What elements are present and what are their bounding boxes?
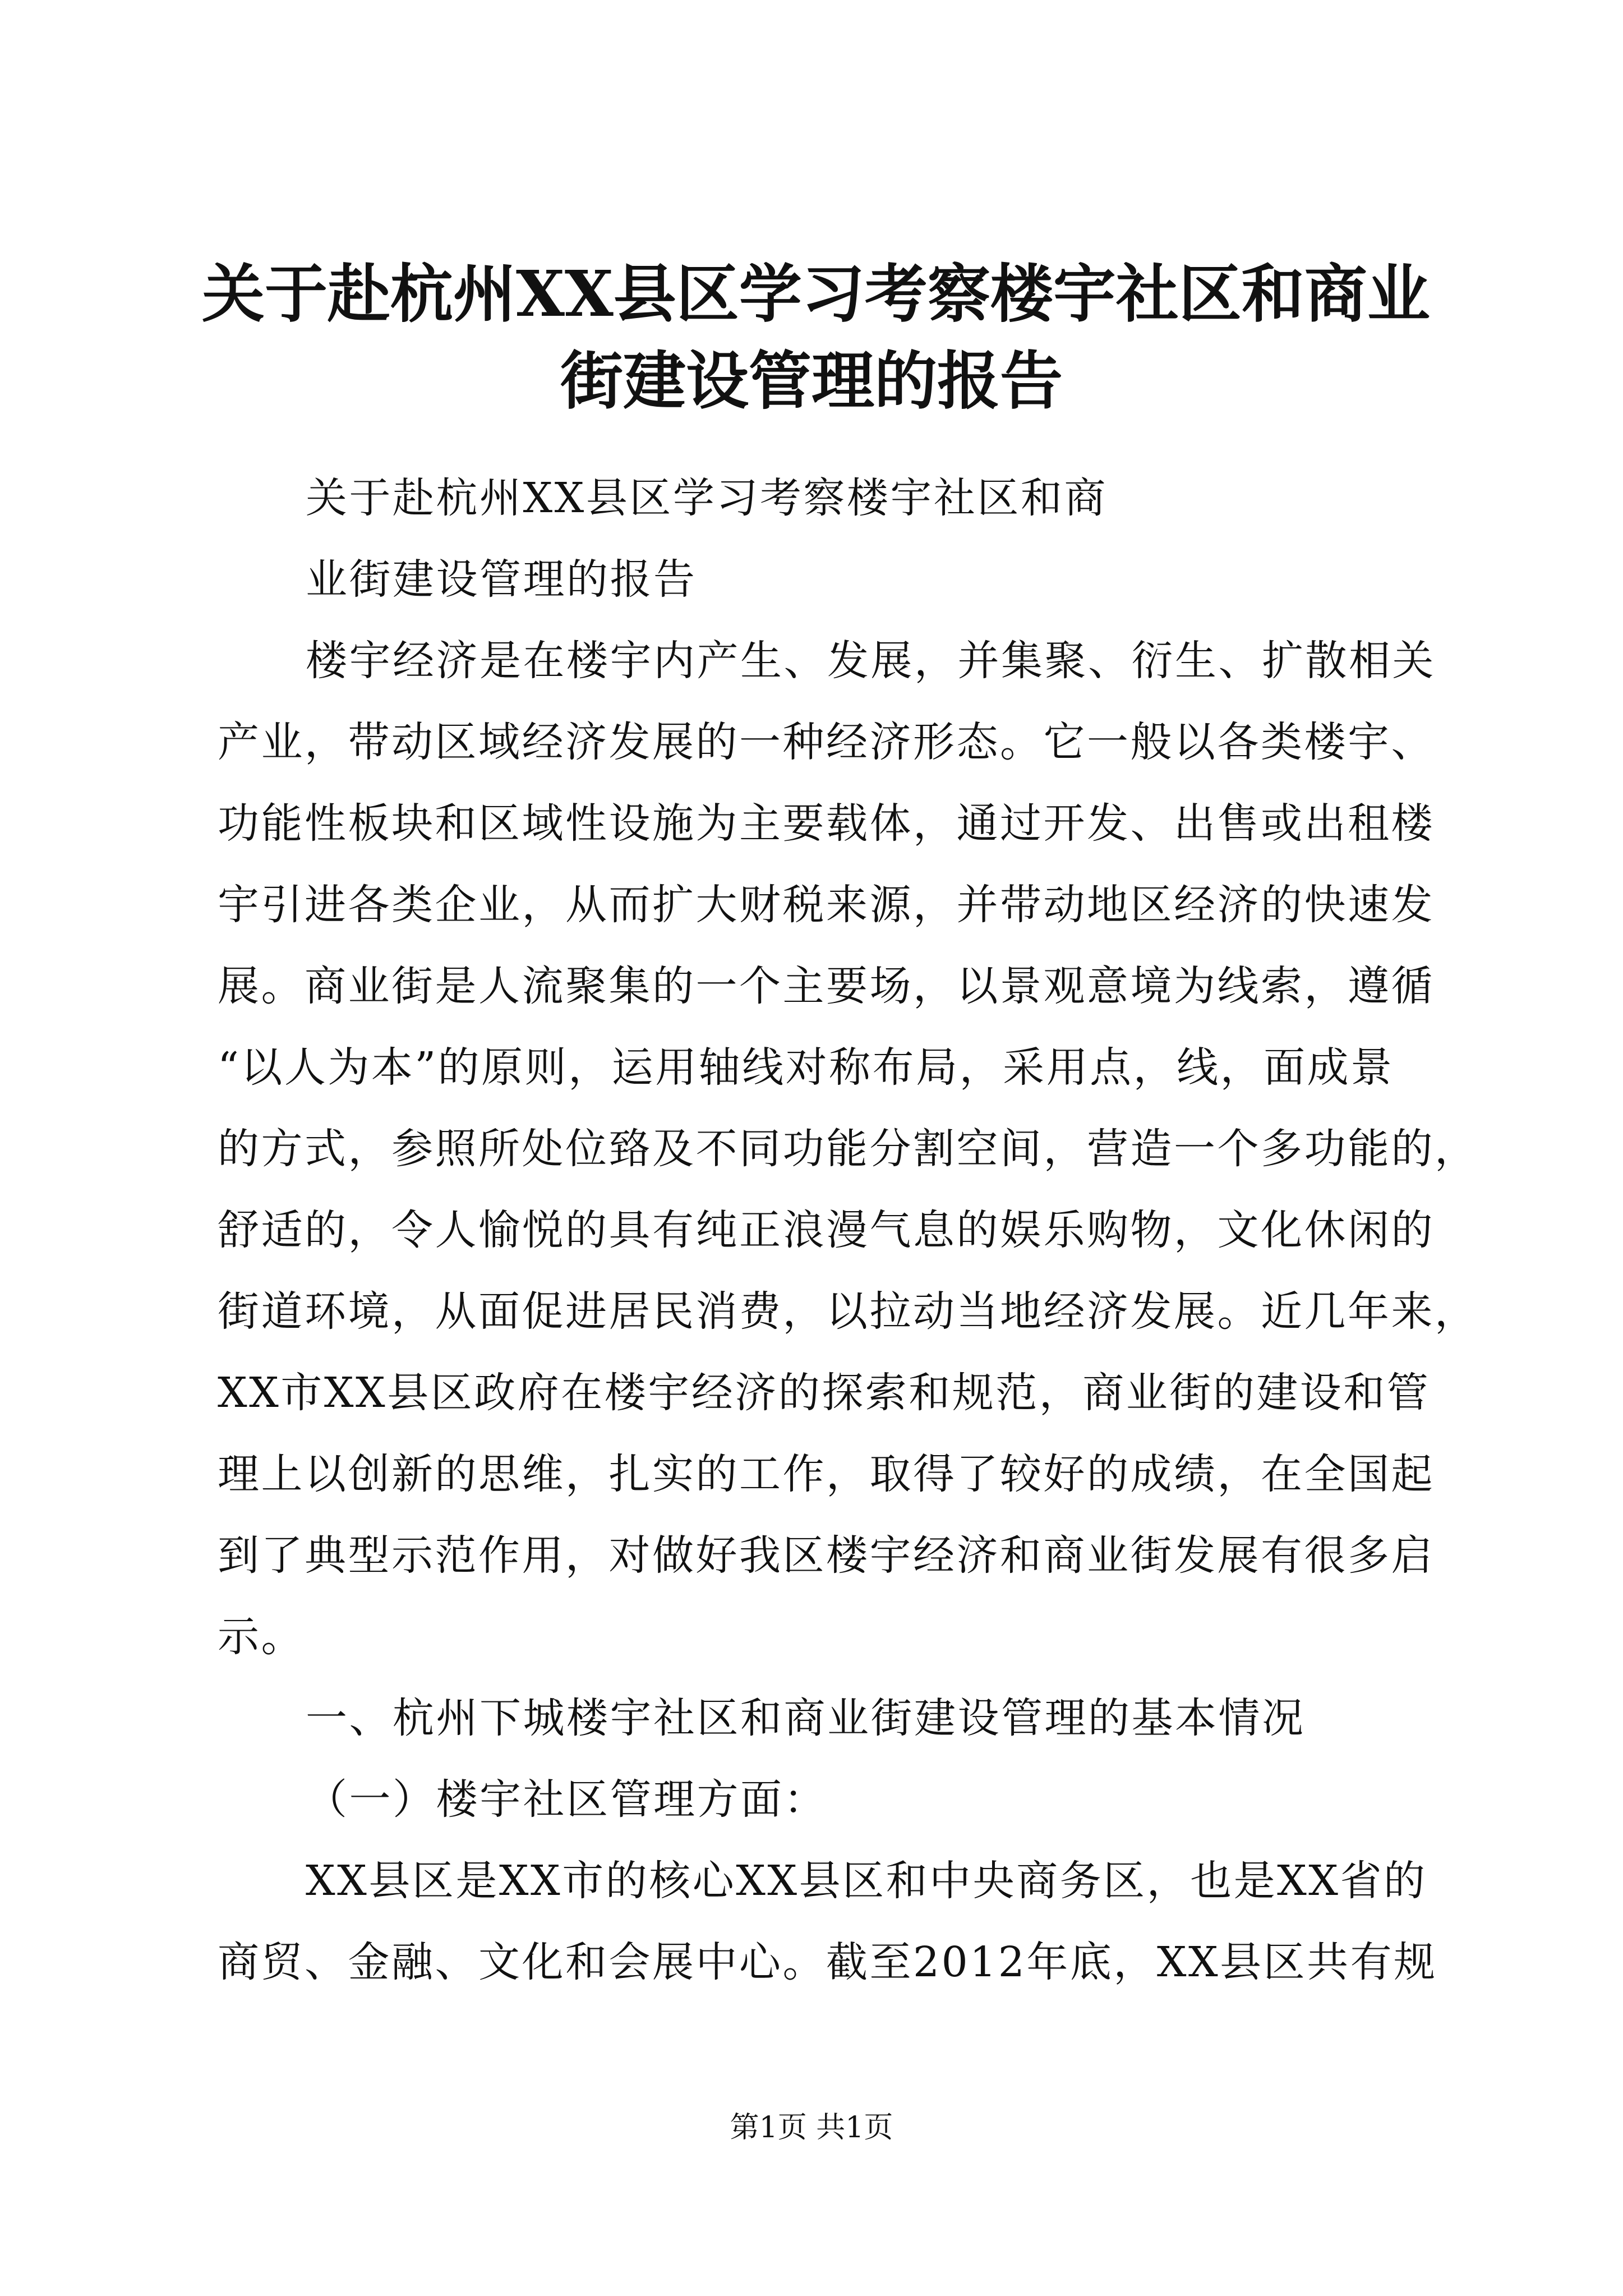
paragraph-line: 的方式，参照所处位臵及不同功能分割空间，营造一个多功能的， (218, 1125, 1478, 1173)
page-footer: 第1页 共1页 (730, 2111, 893, 2145)
paragraph-line: 街道环境，从面促进居民消费，以拉动当地经济发展。近几年来， (218, 1287, 1478, 1336)
paragraph-line: XX市XX县区政府在楼宇经济的探索和规范，商业街的建设和管 (218, 1369, 1431, 1417)
paragraph-line: 产业，带动区域经济发展的一种经济形态。它一般以各类楼宇、 (218, 718, 1435, 766)
paragraph-line: 宇引进各类企业，从而扩大财税来源，并带动地区经济的快速发 (218, 881, 1435, 929)
paragraph-line: 展。商业街是人流聚集的一个主要场，以景观意境为线索，遵循 (218, 962, 1435, 1010)
paragraph-line: 功能性板块和区域性设施为主要载体，通过开发、出售或出租楼 (218, 799, 1435, 848)
paragraph-line: 理上以创新的思维，扎实的工作，取得了较好的成绩，在全国起 (218, 1450, 1435, 1498)
paragraph-line: XX县区是XX市的核心XX县区和中央商务区，也是XX省的 (306, 1857, 1427, 1905)
paragraph-line: 商贸、金融、文化和会展中心。截至2012年底，XX县区共有规 (218, 1938, 1437, 1986)
document-title-line-1: 关于赴杭州XX县区学习考察楼宇社区和商业 (202, 257, 1430, 331)
subtitle-line-2: 业街建设管理的报告 (306, 555, 697, 604)
section-heading: 一、杭州下城楼宇社区和商业街建设管理的基本情况 (306, 1694, 1306, 1742)
paragraph-line: 舒适的，令人愉悦的具有纯正浪漫气息的娱乐购物，文化休闲的 (218, 1206, 1435, 1254)
paragraph-line: 楼宇经济是在楼宇内产生、发展，并集聚、衍生、扩散相关 (306, 637, 1436, 685)
document-title-line-2: 街建设管理的报告 (560, 344, 1063, 418)
paragraph-line: “以人为本”的原则，运用轴线对称布局，采用点，线，面成景 (218, 1043, 1394, 1092)
subtitle-line-1: 关于赴杭州XX县区学习考察楼宇社区和商 (306, 474, 1108, 522)
paragraph-line: 示。 (218, 1613, 305, 1661)
paragraph-line: 到了典型示范作用，对做好我区楼宇经济和商业街发展有很多启 (218, 1531, 1435, 1580)
subsection-heading: （一）楼宇社区管理方面： (306, 1775, 827, 1824)
